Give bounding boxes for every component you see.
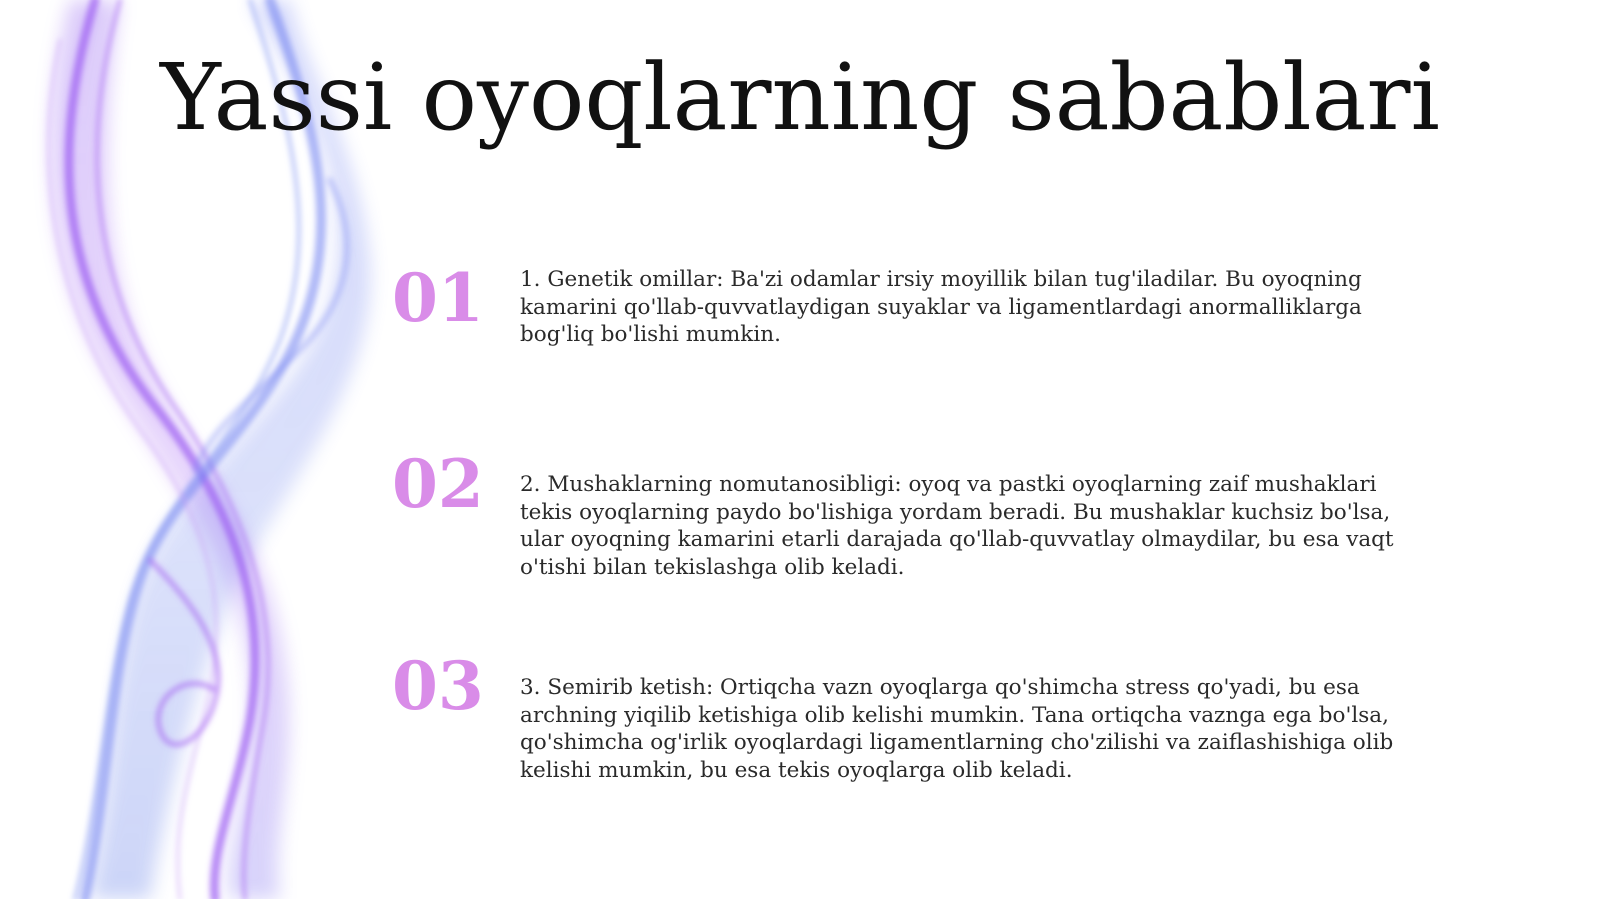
- item-number: 01: [392, 259, 484, 337]
- item-text: 1. Genetik omillar: Ba'zi odamlar irsiy moyillik bilan tug'iladilar. Bu oyoqning kamarini qo'llab-quvvatlaydigan suyaklar va ligamentlardagi anormalliklarga bog'liq bo'lishi mumkin.: [520, 267, 1362, 347]
- item-text: 3. Semirib ketish: Ortiqcha vazn oyoqlarga qo'shimcha stress qo'yadi, bu esa archning yiqilib ketishiga olib kelishi mumkin. Tana ortiqcha vaznga ega bo'lsa, qo'shimcha og'irlik oyoqlardagi ligamentlarning cho'zilishi va zaiflashishiga olib kelishi mumkin, bu esa tekis oyoqlarga olib keladi.: [520, 675, 1394, 783]
- item-number: 03: [392, 647, 484, 725]
- item-number: 02: [392, 445, 484, 523]
- slide-title: Yassi oyoqlarning sabablari: [160, 44, 1440, 151]
- item-text: 2. Mushaklarning nomutanosibligi: oyoq va pastki oyoqlarning zaif mushaklari tekis oyoqlarning paydo bo'lishiga yordam beradi. Bu mushaklar kuchsiz bo'lsa, ular oyoqning kamarini etarli darajada qo'llab-quvvatlay olmaydilar, bu esa vaqt o'tishi bilan tekislashga olib keladi.: [520, 472, 1394, 580]
